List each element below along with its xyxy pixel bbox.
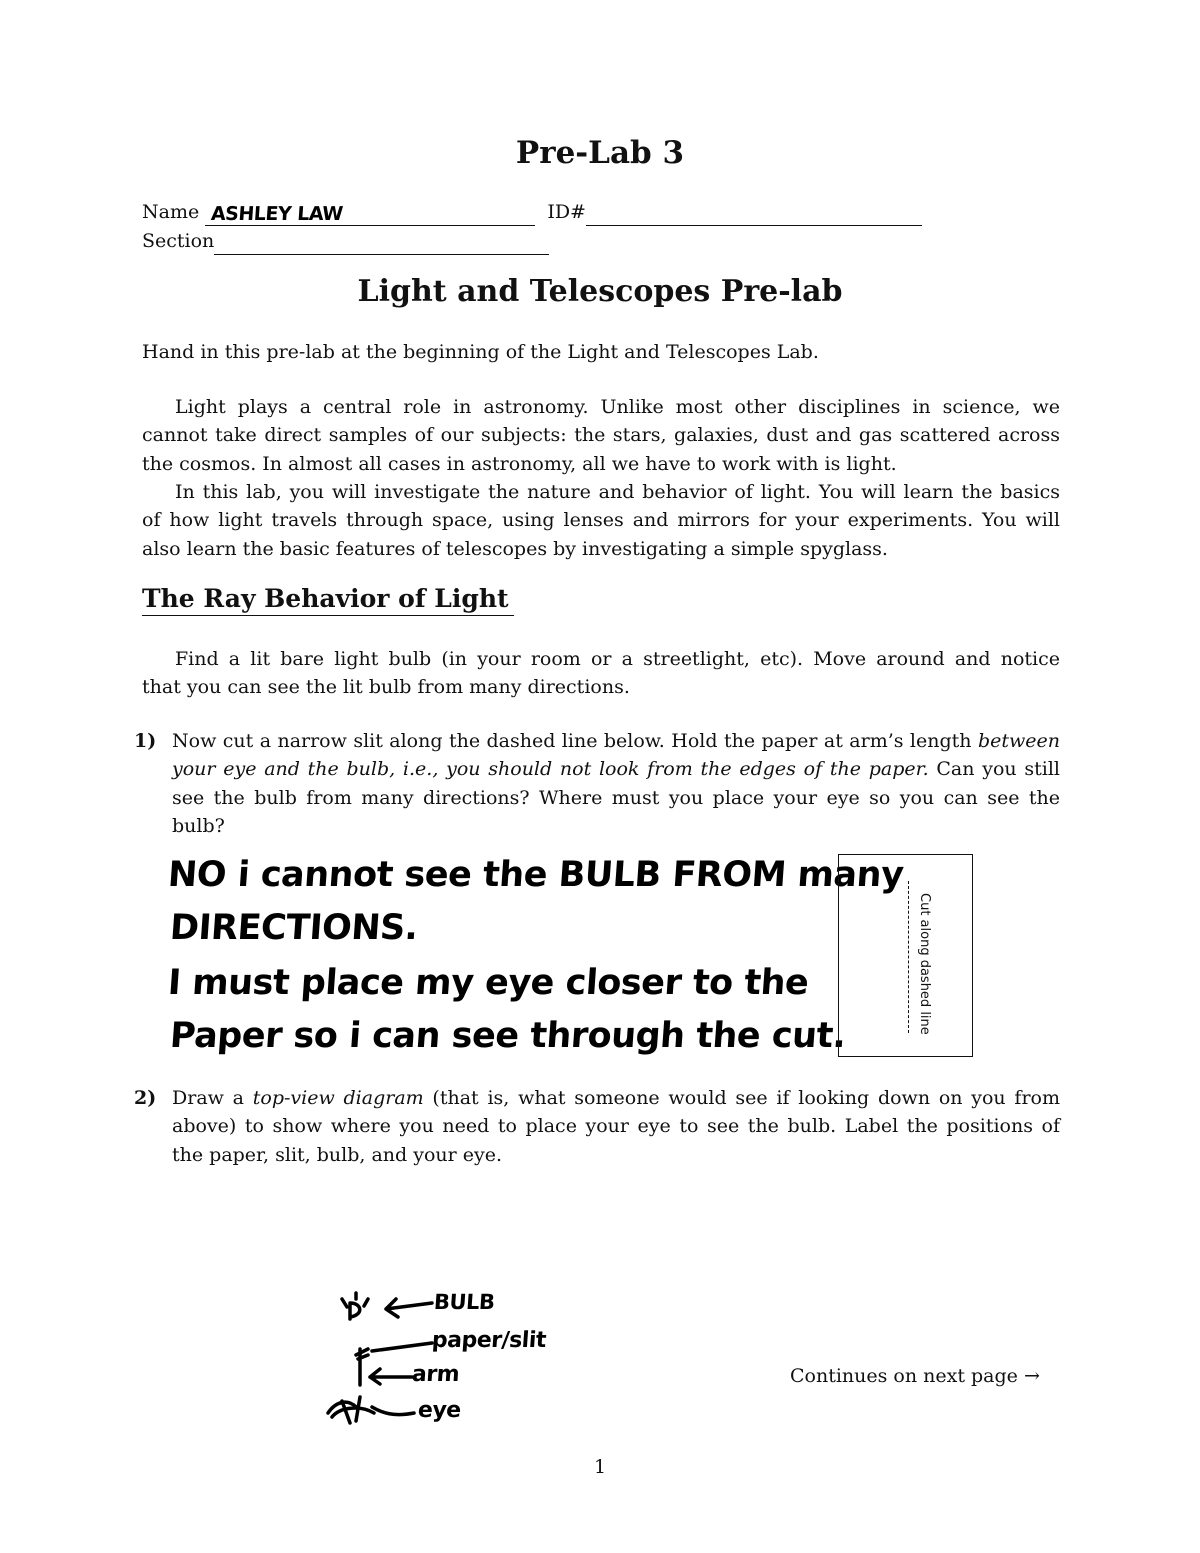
bulb-drawing [350, 1303, 360, 1319]
diagram-label-arm: arm [411, 1362, 460, 1387]
question-1-text [172, 727, 1060, 840]
q2-line: above) to show where you need to place your eye to see the bulb. Label the positions of [172, 1115, 1060, 1138]
slit-mark [356, 1349, 368, 1359]
bulb-ray-mark [342, 1299, 347, 1307]
section-field[interactable] [214, 232, 549, 255]
continues-note: Continues on next page → [790, 1365, 1040, 1387]
lab-subtitle: Light and Telescopes Pre-lab [357, 274, 843, 309]
question-1-number: 1) [134, 730, 157, 752]
intro-p1-line: Light plays a central role in astronomy. Unlike most other disciplines in science, we [175, 396, 1060, 418]
page-number: 1 [593, 1456, 607, 1478]
answer-1-line: NO i cannot see the BULB FROM many [166, 855, 905, 895]
q1-line [172, 727, 1060, 755]
q2-line1-text: Draw a [172, 1087, 253, 1109]
slit-label: Cut along dashed line [917, 893, 932, 1035]
name-row [142, 198, 922, 226]
section-intro-line: Find a lit bare light bulb (in your room or a streetlight, etc). Move around and notice [175, 648, 1060, 670]
intro-p2-line: also learn the basic features of telescopes by investigating a simple spyglass. [142, 537, 888, 560]
cut-slit-box[interactable] [838, 854, 973, 1057]
bulb-ray-mark [364, 1299, 368, 1306]
page-title: Pre-Lab 3 [515, 135, 685, 171]
name-label: Name [142, 201, 200, 223]
name-value: ASHLEY LAW [210, 203, 344, 226]
intro-p1-line: the cosmos. In almost all cases in astronomy, all we have to work with is light. [142, 452, 897, 475]
name-field[interactable] [205, 203, 535, 226]
answer-1-line: I must place my eye closer to the [166, 963, 810, 1003]
q1-line [172, 755, 1060, 783]
intro-p1-line: cannot take direct samples of our subjects: the stars, galaxies, dust and gas scattered across [142, 424, 1060, 447]
intro-paragraph-2 [142, 478, 1060, 563]
section-row [142, 227, 549, 255]
q1-line: bulb? [172, 814, 225, 837]
paper-arrow [372, 1343, 432, 1351]
id-field[interactable] [586, 203, 922, 226]
question-2-number: 2) [134, 1087, 157, 1109]
arm-arrow [370, 1369, 412, 1384]
section-heading: The Ray Behavior of Light [142, 584, 514, 616]
question-2-text [172, 1084, 1060, 1169]
q1-line2-italic: your eye and the bulb, i.e., you should not look from the edges of the paper. [172, 758, 929, 781]
q1-line1-italic: between [977, 730, 1060, 752]
q2-line1-italic: top-view diagram [252, 1087, 424, 1109]
intro-p2-line: In this lab, you will investigate the nature and behavior of light. You will learn the basics [175, 481, 1060, 503]
intro-p2-line: of how light travels through space, using lenses and mirrors for your experiments. You will [142, 509, 1060, 532]
bulb-arrow [386, 1299, 432, 1317]
answer-1-line: DIRECTIONS. [168, 908, 419, 948]
q1-line1-text: Now cut a narrow slit along the dashed line below. Hold the paper at arm’s length [172, 730, 978, 752]
dashed-cut-line[interactable] [908, 881, 909, 1033]
eye-arrow [372, 1407, 414, 1415]
section-intro [142, 645, 1060, 702]
diagram-label-bulb: BULB [433, 1290, 496, 1314]
section-intro-line: that you can see the lit bulb from many directions. [142, 676, 630, 699]
q2-line: the paper, slit, bulb, and your eye. [172, 1143, 503, 1166]
eye-drawing [328, 1397, 374, 1423]
q1-line: see the bulb from many directions? Where must you place your eye so you can see the [172, 786, 1060, 809]
intro-paragraph-1 [142, 393, 1060, 478]
q2-line1-text-end: (that is, what someone would see if looking down on you from [423, 1087, 1060, 1109]
answer-1-line: Paper so i can see through the cut. [168, 1016, 847, 1056]
diagram-label-paper: paper/slit [431, 1328, 547, 1353]
q1-line2-text: Can you still [928, 758, 1060, 781]
section-label: Section [142, 230, 215, 252]
id-label: ID# [547, 201, 586, 223]
q2-line [172, 1084, 1060, 1112]
instructions-text: Hand in this pre-lab at the beginning of the Light and Telescopes Lab. [142, 341, 819, 363]
diagram-label-eye: eye [417, 1398, 462, 1423]
